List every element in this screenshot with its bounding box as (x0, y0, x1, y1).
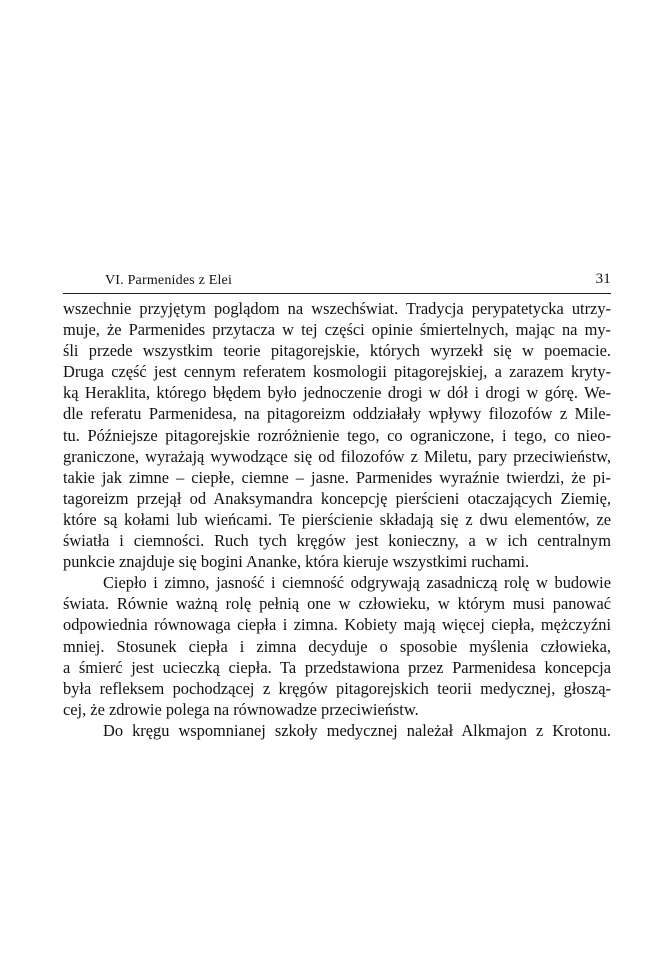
text-line: Ciepło i zimno, jasność i ciemność odgrywają zasadniczą rolę w budowie (103, 573, 611, 593)
text-line: była refleksem pochodzącej z kręgów pitagorejskich teorii medycznej, głoszą- (63, 678, 611, 698)
text-line: światła i ciemności. Ruch tych kręgów jest konieczny, a w ich centralnym (63, 531, 611, 551)
running-header (63, 270, 611, 292)
text-line: punkcie znajduje się bogini Ananke, która kieruje wszystkimi ruchami. (63, 552, 530, 572)
text-line: które są kołami lub wieńcami. Te pierścienie składają się z dwu elementów, ze (63, 509, 611, 529)
chapter-title: VI. Parmenides z Elei (105, 273, 233, 288)
header-rule (63, 293, 611, 294)
page-number: 31 (595, 271, 611, 287)
text-line: dle referatu Parmenidesa, na pitagoreizm oddziałały wpływy filozofów z Mile- (63, 404, 611, 424)
text-line: odpowiednia równowaga ciepła i zimna. Kobiety mają więcej ciepła, mężczyźni (63, 615, 611, 635)
text-line: cej, że zdrowie polega na równowadze przeciwieństw. (63, 699, 419, 719)
body-text (63, 298, 611, 741)
text-line: śli przede wszystkim teorie pitagorejskie, których wyrzekł się w poemacie. (63, 341, 611, 361)
text-line: wszechnie przyjętym poglądom na wszechświat. Tradycja perypatetycka utrzy- (63, 299, 611, 318)
text-line: muje, że Parmenides przytacza w tej części opinie śmiertelnych, mając na my- (63, 320, 611, 340)
text-line: Druga część jest cennym referatem kosmologii pitagorejskiej, a zarazem kryty- (63, 362, 611, 382)
text-line: Do kręgu wspomnianej szkoły medycznej należał Alkmajon z Krotonu. (103, 720, 611, 740)
text-line: świata. Równie ważną rolę pełnią one w człowieku, w którym musi panować (63, 594, 611, 614)
text-line: tu. Późniejsze pitagorejskie rozróżnienie tego, co ograniczone, i tego, co nieo- (63, 425, 611, 445)
text-line: a śmierć jest ucieczką ciepła. Ta przedstawiona przez Parmenidesa koncepcja (63, 657, 611, 677)
text-line: graniczone, wyrażają wywodzące się od filozofów z Miletu, pary przeciwieństw, (63, 446, 611, 466)
text-line: mniej. Stosunek ciepła i zimna decyduje o sposobie myślenia człowieka, (63, 636, 611, 656)
text-line: takie jak zimne – ciepłe, ciemne – jasne. Parmenides wyraźnie twierdzi, że pi- (63, 467, 611, 487)
text-line: ką Heraklita, którego błędem było jednoczenie drogi w dół i drogi w górę. We- (63, 383, 611, 403)
text-line: tagoreizm przejął od Anaksymandra koncepcję pierścieni otaczających Ziemię, (63, 488, 611, 508)
